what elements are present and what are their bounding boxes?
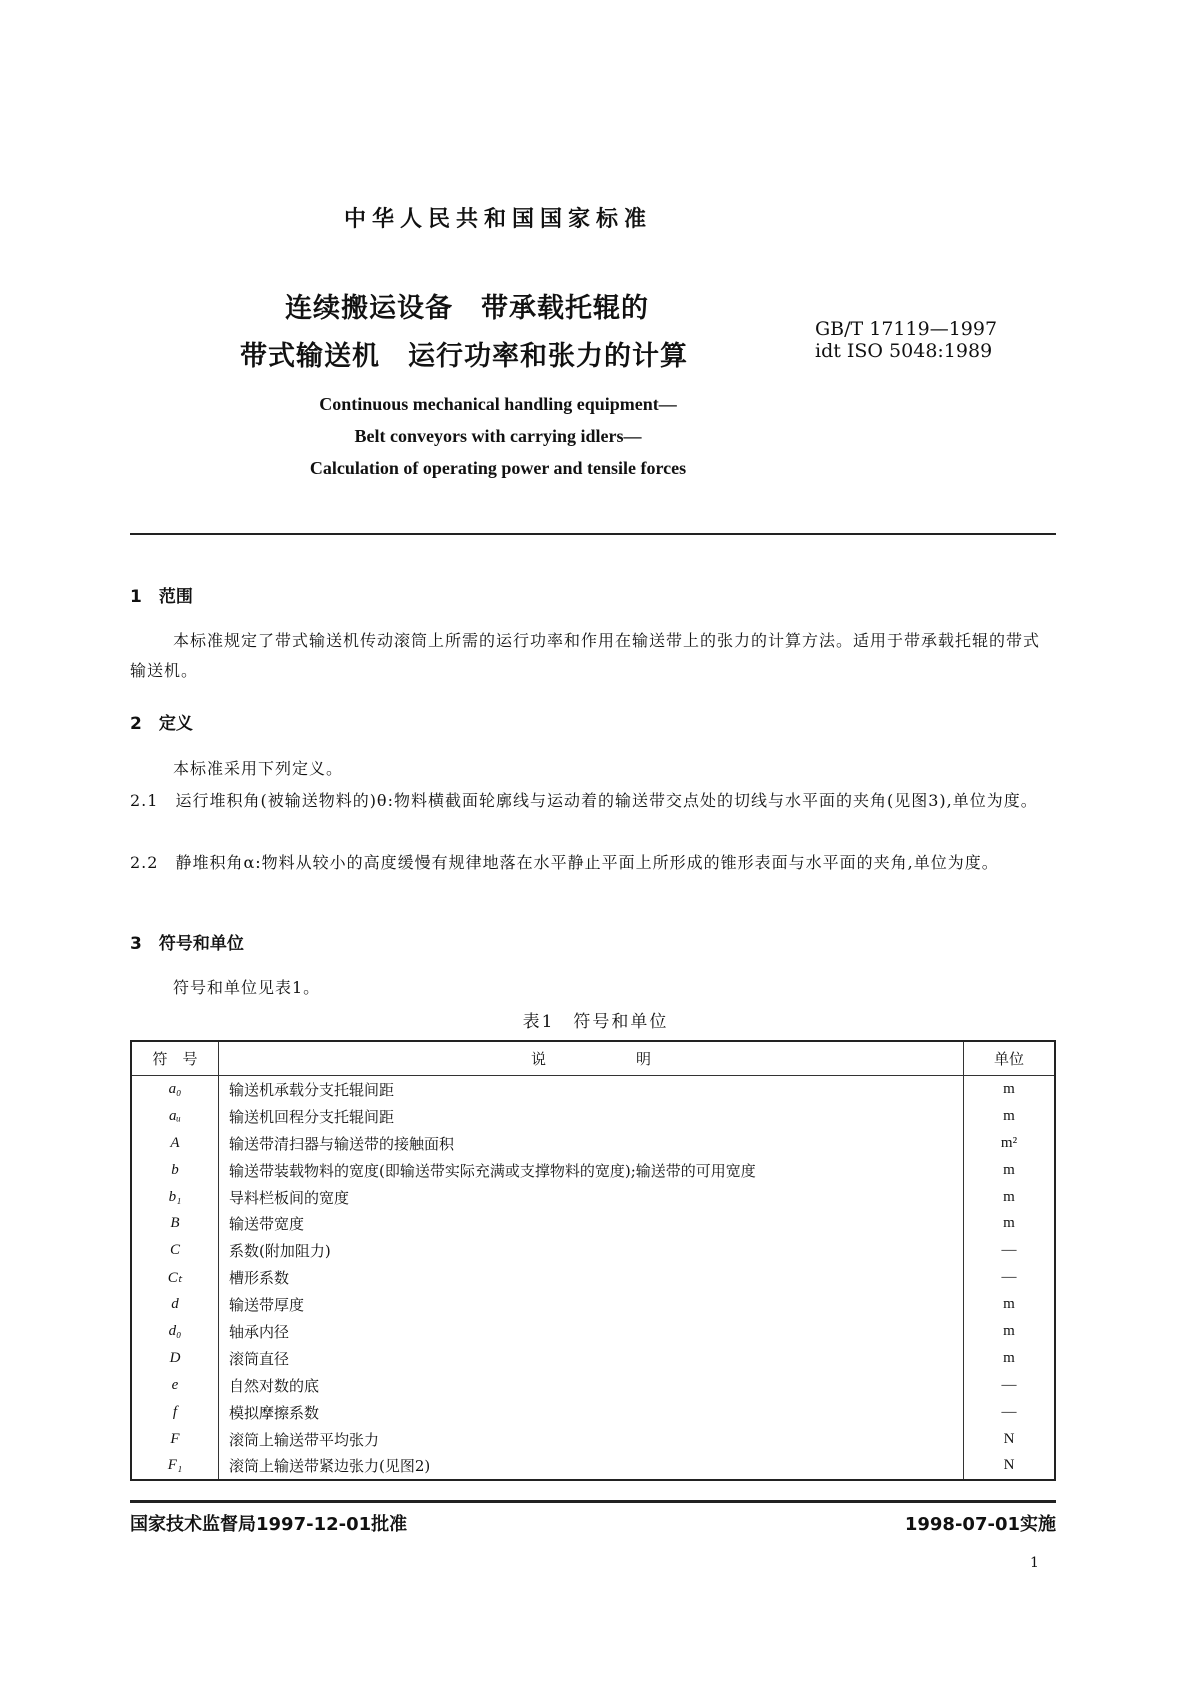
table-caption: 表1 符号和单位 <box>522 1012 669 1032</box>
title-cn-line1: 连续搬运设备 带承载托辊的 <box>285 293 649 324</box>
cell-sym: d <box>131 1291 219 1318</box>
cell-unit: m <box>964 1184 1056 1211</box>
cell-desc: 输送带厚度 <box>219 1291 964 1318</box>
cell-sym: D <box>131 1345 219 1372</box>
cell-desc: 输送机承载分支托辊间距 <box>219 1076 964 1103</box>
cell-unit: m <box>964 1103 1056 1130</box>
table-row <box>131 1291 1055 1318</box>
std-no: GB/T 17119—1997 <box>815 318 998 340</box>
cell-desc: 导料栏板间的宽度 <box>219 1184 964 1211</box>
section-2-intro: 本标准采用下列定义。 <box>173 759 344 778</box>
table-row <box>131 1264 1055 1291</box>
section-3-heading: 3 符号和单位 <box>130 934 244 954</box>
cell-unit: — <box>964 1372 1056 1399</box>
table-row <box>131 1076 1055 1103</box>
table-row <box>131 1452 1055 1480</box>
cell-desc: 模拟摩擦系数 <box>219 1399 964 1426</box>
table-row <box>131 1157 1055 1184</box>
cell-unit: N <box>964 1426 1056 1453</box>
cell-sym: A <box>131 1130 219 1157</box>
cell-unit: — <box>964 1264 1056 1291</box>
table-row <box>131 1372 1055 1399</box>
definition-2-2: 2.2 静堆积角α:物料从较小的高度缓慢有规律地落在水平静止平面上所形成的锥形表面与水平面的夹角,单位为度。 <box>130 853 999 872</box>
cell-desc: 输送带清扫器与输送带的接触面积 <box>219 1130 964 1157</box>
cell-sym: e <box>131 1372 219 1399</box>
table-row <box>131 1318 1055 1345</box>
cell-desc: 输送带宽度 <box>219 1210 964 1237</box>
effective-date: 1998-07-01实施 <box>904 1514 1056 1535</box>
footer-divider <box>130 1500 1056 1503</box>
cell-desc: 槽形系数 <box>219 1264 964 1291</box>
table-row <box>131 1184 1055 1211</box>
table-row <box>131 1345 1055 1372</box>
cell-sym: F <box>131 1426 219 1453</box>
cell-sym: d₀ <box>131 1318 219 1345</box>
cell-desc: 系数(附加阻力) <box>219 1237 964 1264</box>
cell-sym: B <box>131 1210 219 1237</box>
table-row <box>131 1103 1055 1130</box>
section-3-text: 符号和单位见表1。 <box>173 978 321 997</box>
cell-unit: m <box>964 1291 1056 1318</box>
cell-unit: m² <box>964 1130 1056 1157</box>
section-1-text: 本标准规定了带式输送机传动滚筒上所需的运行功率和作用在输送带上的张力的计算方法。适用于带承载托辊的带式输送机。 <box>130 631 1041 680</box>
idt-no: idt ISO 5048:1989 <box>815 340 993 362</box>
title-cn-line2: 带式输送机 运行功率和张力的计算 <box>240 341 688 372</box>
cell-unit: m <box>964 1318 1056 1345</box>
cell-unit: m <box>964 1210 1056 1237</box>
cell-unit: m <box>964 1157 1056 1184</box>
national-standard-heading: 中华人民共和国国家标准 <box>343 207 652 232</box>
col-header-description: 说 明 <box>219 1041 964 1076</box>
cell-sym: C <box>131 1237 219 1264</box>
title-en-line1: Continuous mechanical handling equipment— <box>319 394 677 414</box>
title-divider <box>130 533 1056 535</box>
table-row <box>131 1426 1055 1453</box>
table-row <box>131 1130 1055 1157</box>
table-row <box>131 1237 1055 1264</box>
cell-sym: Cₜ <box>131 1264 219 1291</box>
cell-desc: 输送机回程分支托辊间距 <box>219 1103 964 1130</box>
cell-sym: a₀ <box>131 1076 219 1103</box>
section-2-heading: 2 定义 <box>130 714 193 734</box>
cell-sym: b <box>131 1157 219 1184</box>
approval-date: 国家技术监督局1997-12-01批准 <box>130 1514 408 1535</box>
cell-desc: 滚筒上输送带平均张力 <box>219 1426 964 1453</box>
cell-desc: 滚筒上输送带紧边张力(见图2) <box>219 1452 964 1480</box>
cell-desc: 自然对数的底 <box>219 1372 964 1399</box>
cell-unit: m <box>964 1076 1056 1103</box>
cell-unit: — <box>964 1399 1056 1426</box>
title-en-line2: Belt conveyors with carrying idlers— <box>354 426 642 446</box>
cell-desc: 滚筒直径 <box>219 1345 964 1372</box>
cell-sym: F₁ <box>131 1452 219 1480</box>
cell-desc: 输送带装载物料的宽度(即输送带实际充满或支撑物料的宽度);输送带的可用宽度 <box>219 1157 964 1184</box>
cell-unit: m <box>964 1345 1056 1372</box>
table-header-row <box>131 1041 1055 1076</box>
col-header-symbol: 符 号 <box>131 1041 219 1076</box>
col-header-unit: 单位 <box>964 1041 1056 1076</box>
cell-unit: — <box>964 1237 1056 1264</box>
definition-2-1: 2.1 运行堆积角(被输送物料的)θ:物料横截面轮廓线与运动着的输送带交点处的切线与水平面的夹角(见图3),单位为度。 <box>130 791 1038 810</box>
cell-sym: f <box>131 1399 219 1426</box>
cell-desc: 轴承内径 <box>219 1318 964 1345</box>
title-en-line3: Calculation of operating power and tensile forces <box>309 458 687 478</box>
standard-number <box>815 318 997 362</box>
cell-sym: aᵤ <box>131 1103 219 1130</box>
cell-unit: N <box>964 1452 1056 1480</box>
table-row <box>131 1399 1055 1426</box>
cell-sym: b₁ <box>131 1184 219 1211</box>
table-row <box>131 1210 1055 1237</box>
symbols-table <box>130 1040 1056 1481</box>
section-1-heading: 1 范围 <box>130 587 193 607</box>
page-number: 1 <box>1030 1555 1039 1571</box>
